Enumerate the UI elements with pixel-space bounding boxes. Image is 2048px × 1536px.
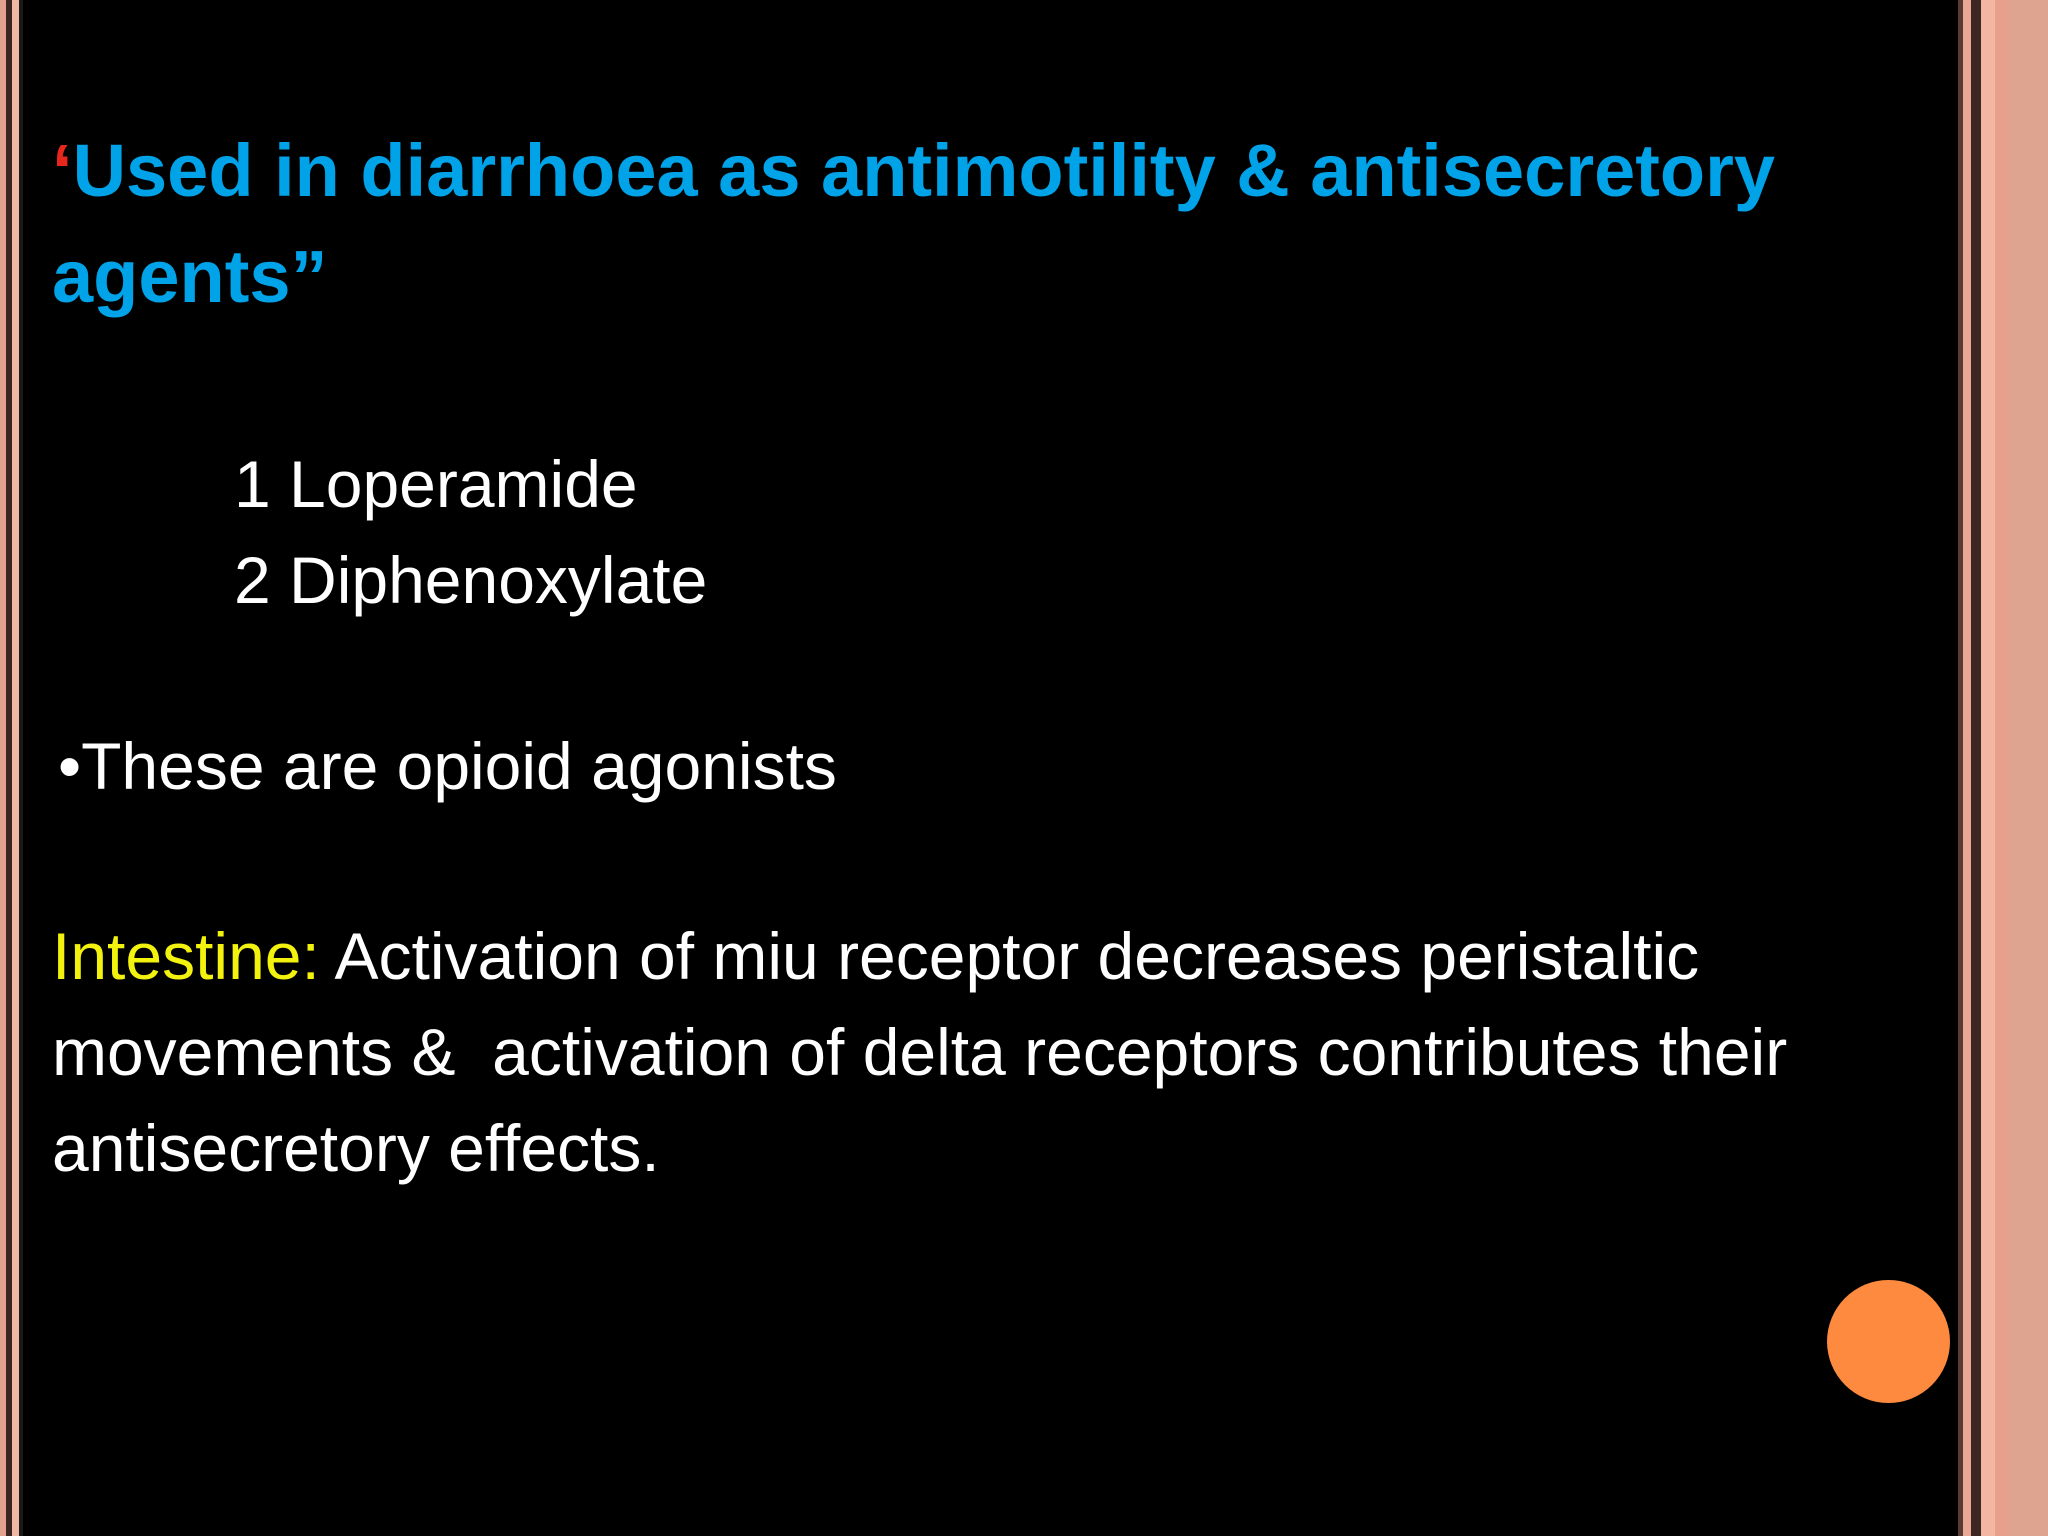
drug-list-item: 2 Diphenoxylate (234, 543, 708, 617)
intestine-label: Intestine: (52, 919, 320, 993)
heading-line-2: agents” (52, 235, 328, 318)
bullet-point (58, 718, 837, 814)
bullet-icon: • (58, 729, 82, 803)
heading-quote-mark: ‘ (52, 129, 73, 212)
left-border-stripe (19, 0, 23, 1536)
drug-list-item: 1 Loperamide (234, 447, 638, 521)
left-border-stripe (12, 0, 19, 1536)
right-border-line (1971, 0, 1981, 1536)
heading-line-1: Used in diarrhoea as antimotility & antisecretory (72, 129, 1776, 212)
right-border-band (1981, 0, 2048, 1536)
orange-circle-decoration (1827, 1280, 1950, 1403)
intestine-text: Activation of miu receptor decreases peristaltic movements & activation of delta receptors contributes their antisecretory effects. (52, 919, 1806, 1185)
right-border-line (1963, 0, 1971, 1536)
slide-heading (52, 118, 1932, 330)
drug-list (234, 436, 707, 628)
slide-content (52, 118, 1932, 1185)
bullet-text: These are opioid agonists (81, 729, 837, 803)
intestine-paragraph (52, 908, 1932, 1196)
